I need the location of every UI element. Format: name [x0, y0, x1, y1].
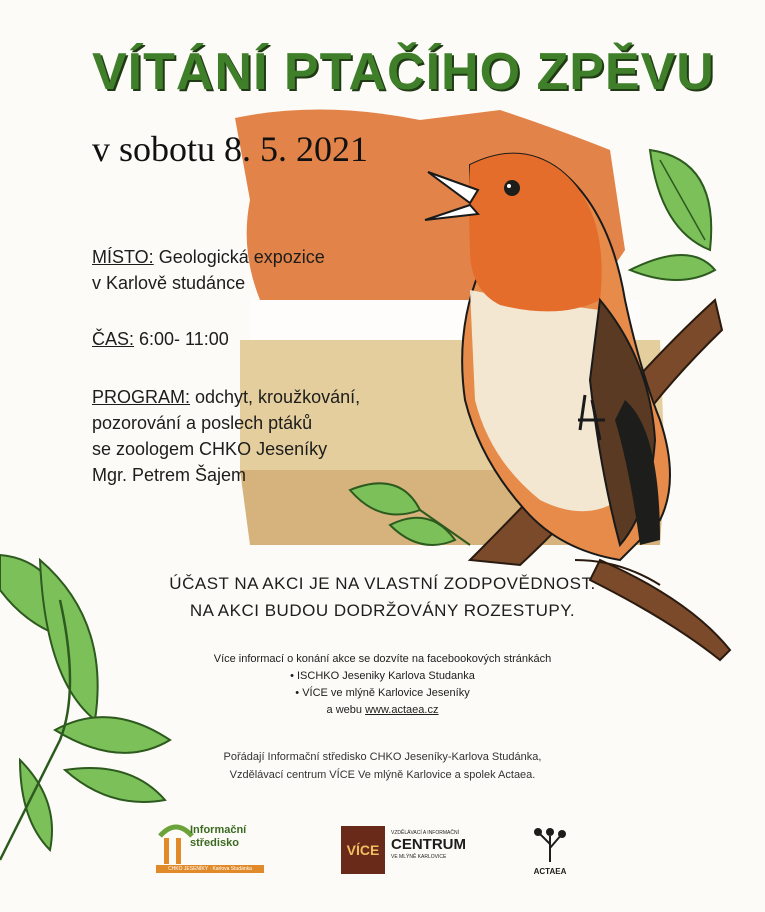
more-info-item1: • ISCHKO Jeseniky Karlova Studanka [290, 670, 475, 682]
place-block [92, 244, 325, 296]
more-info-item2: • VÍCE ve mlýně Karlovice Jeseníky [295, 687, 470, 699]
web-link[interactable]: www.actaea.cz [365, 704, 439, 716]
info-center-logo [156, 822, 266, 876]
poster-title: VÍTÁNÍ PTAČÍHO ZPĚVU [92, 43, 715, 101]
organizers-line2: Vzdělávací centrum VÍCE Ve mlýně Karlovice a spolek Actaea. [229, 769, 536, 781]
place-label: MÍSTO: [92, 247, 154, 267]
program-line3: se zoologem CHKO Jeseníky [92, 439, 328, 459]
actaea-plant-icon [530, 826, 570, 862]
program-line1: odchyt, kroužkování, [190, 387, 361, 407]
more-info-line: Více informací o konání akce se dozvíte na facebookových stránkách [213, 653, 552, 665]
organizers-block [0, 748, 765, 784]
program-block [92, 384, 360, 488]
program-line4: Mgr. Petrem Šajem [92, 465, 247, 485]
notice-block [0, 570, 765, 624]
place-line2: v Karlově studánce [92, 273, 246, 293]
vice-sub: VE MLÝNĚ KARLOVICE [391, 854, 447, 860]
time-label: ČAS: [92, 329, 135, 349]
web-prefix: a webu [326, 704, 366, 716]
notice-line1: ÚČAST NA AKCI JE NA VLASTNÍ ZODPOVĚDNOST. [169, 574, 596, 593]
actaea-name: ACTAEA [533, 867, 567, 876]
vice-big: CENTRUM [391, 836, 466, 853]
program-label: PROGRAM: [92, 387, 191, 407]
more-info-web [0, 702, 765, 719]
time-block [92, 326, 229, 352]
program-line2: pozorování a poslech ptáků [92, 413, 313, 433]
notice-line2: NA AKCI BUDOU DODRŽOVÁNY ROZESTUPY. [189, 601, 576, 620]
info-center-line1: Informační [190, 824, 247, 836]
info-center-sub: CHKO JESENÍKY · Karlova Studánka [156, 865, 264, 873]
vice-small: VZDĚLÁVACÍ A INFORMAČNÍ [391, 830, 459, 836]
more-info-block [0, 651, 765, 719]
vice-mark: VÍCE [341, 826, 385, 874]
info-center-line2: středisko [190, 837, 239, 849]
vice-logo [341, 826, 465, 876]
time-value: 6:00- 11:00 [134, 329, 229, 349]
organizers-line1: Pořádají Informační středisko CHKO Jeseníky-Karlova Studánka, [223, 751, 542, 763]
actaea-logo [530, 826, 574, 876]
place-line1: Geologická expozice [153, 247, 325, 267]
event-date: v sobotu 8. 5. 2021 [92, 129, 369, 169]
